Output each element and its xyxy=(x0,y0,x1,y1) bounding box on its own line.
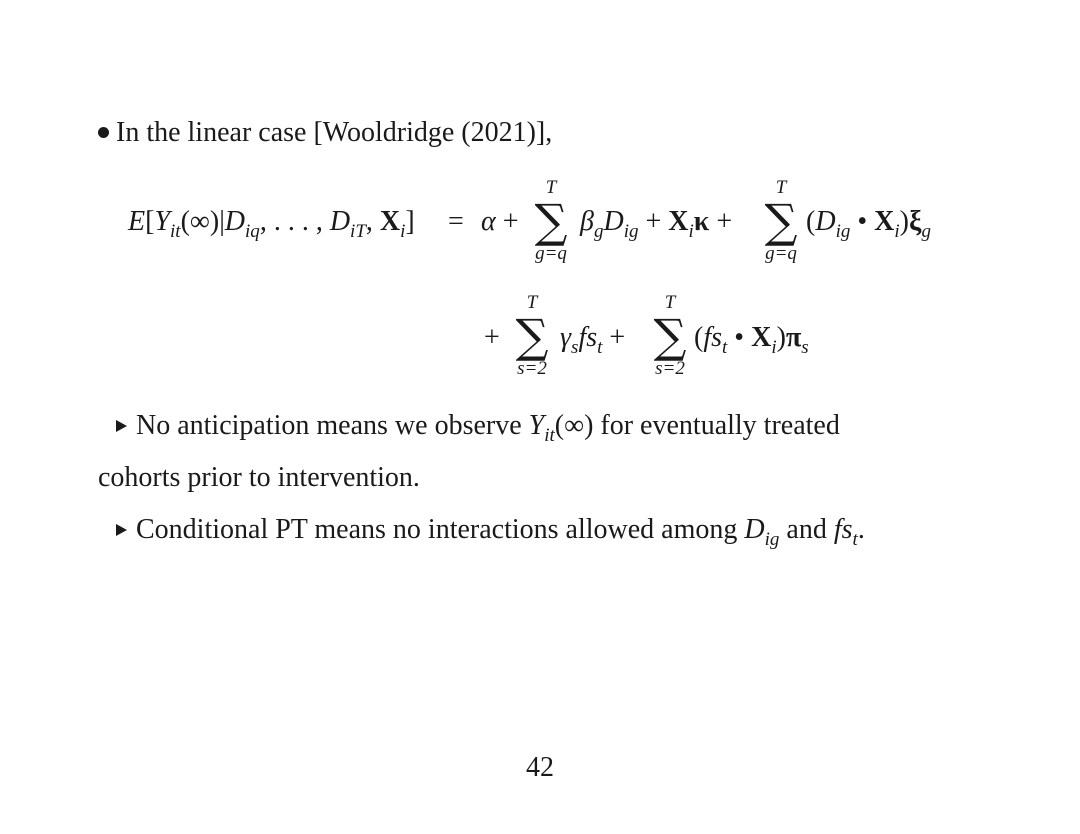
eq-symbol: X xyxy=(668,206,689,237)
eq-symbol: ( xyxy=(694,322,704,353)
sum-operator-4 xyxy=(642,293,698,379)
equation-line1-mid xyxy=(580,205,732,242)
equation-line2-rhs xyxy=(694,321,809,358)
eq-symbol: X xyxy=(379,206,401,237)
eq-subscript: ig xyxy=(764,529,780,550)
point2-text: and xyxy=(779,514,834,545)
eq-symbol: fs xyxy=(578,322,598,353)
eq-symbol: + xyxy=(645,206,662,237)
point1-text: for eventually treated xyxy=(593,410,840,441)
eq-symbol: D xyxy=(603,206,624,237)
eq-symbol: D xyxy=(815,206,836,237)
eq-symbol: + xyxy=(484,322,500,353)
eq-symbol: ) xyxy=(899,206,909,237)
equation-alpha xyxy=(481,205,519,239)
sigma-icon: ∑ xyxy=(534,194,568,248)
point2-text: . xyxy=(857,514,865,545)
sum-lower-limit: s=2 xyxy=(655,358,685,379)
eq-symbol: Y xyxy=(528,410,545,441)
eq-symbol: β xyxy=(580,206,594,237)
intro-line xyxy=(98,116,552,150)
eq-subscript: iT xyxy=(350,221,366,242)
sigma-icon: ∑ xyxy=(515,309,549,363)
eq-symbol: π xyxy=(785,322,802,353)
eq-symbol: , . . . , xyxy=(259,206,330,237)
eq-subscript: t xyxy=(722,337,728,358)
eq-subscript: s xyxy=(801,337,809,358)
eq-symbol: Y xyxy=(154,206,171,237)
eq-subscript: g xyxy=(921,221,931,242)
sum-lower-limit: g=q xyxy=(535,243,567,264)
eq-symbol: D xyxy=(224,206,246,237)
equation-line2-mid xyxy=(560,321,625,358)
point2-text: Conditional PT means no interactions allowed among xyxy=(136,514,745,545)
eq-symbol: fs xyxy=(703,322,723,353)
sum-upper-limit: T xyxy=(664,292,676,313)
eq-subscript: i xyxy=(400,221,406,242)
eq-subscript: it xyxy=(544,425,555,446)
bullet-dot-icon xyxy=(98,127,109,138)
eq-subscript: s xyxy=(571,337,579,358)
eq-symbol: + xyxy=(502,206,519,237)
eq-symbol: D xyxy=(329,206,351,237)
triangle-bullet-icon xyxy=(116,420,127,432)
sum-upper-limit: T xyxy=(526,292,538,313)
eq-symbol: + xyxy=(609,322,626,353)
eq-symbol: X xyxy=(751,322,772,353)
eq-symbol: E xyxy=(128,206,146,237)
eq-symbol: (∞) xyxy=(554,410,594,441)
triangle-bullet-icon xyxy=(116,524,127,536)
eq-symbol: + xyxy=(716,206,733,237)
point1-text: No anticipation means we observe xyxy=(136,410,529,441)
point1-text: cohorts prior to intervention. xyxy=(98,462,420,493)
eq-subscript: ig xyxy=(623,221,639,242)
sum-lower-limit: g=q xyxy=(765,243,797,264)
sum-operator-3 xyxy=(504,293,560,379)
point1-line xyxy=(116,409,840,446)
eq-symbol: (∞)| xyxy=(180,206,225,237)
sigma-icon: ∑ xyxy=(653,309,687,363)
eq-symbol: ) xyxy=(776,322,786,353)
eq-subscript: iq xyxy=(245,221,260,242)
sum-operator-2 xyxy=(753,178,809,264)
eq-symbol: , xyxy=(365,206,380,237)
intro-text: In the linear case [Wooldridge (2021)], xyxy=(116,117,553,148)
sigma-icon: ∑ xyxy=(764,194,798,248)
eq-symbol: = xyxy=(448,206,464,237)
eq-symbol: D xyxy=(744,514,765,545)
eq-subscript: i xyxy=(894,221,900,242)
eq-symbol: fs xyxy=(833,514,853,545)
sum-upper-limit: T xyxy=(775,177,787,198)
eq-subscript: ig xyxy=(835,221,851,242)
sum-lower-limit: s=2 xyxy=(517,358,547,379)
page-number: 42 xyxy=(526,752,554,783)
eq-subscript: i xyxy=(688,221,694,242)
eq-subscript: g xyxy=(593,221,604,242)
eq-symbol: κ xyxy=(693,206,710,237)
eq-symbol: α xyxy=(481,206,496,237)
equation-line1-rhs xyxy=(806,205,931,242)
sum-operator-1 xyxy=(523,178,579,264)
point1-continuation xyxy=(98,461,420,495)
eq-symbol: ( xyxy=(806,206,816,237)
eq-subscript: t xyxy=(852,529,858,550)
eq-symbol: • xyxy=(734,322,745,353)
eq-symbol: • xyxy=(857,206,868,237)
equation-equals xyxy=(448,205,464,239)
eq-symbol: γ xyxy=(560,322,572,353)
eq-symbol: X xyxy=(874,206,895,237)
eq-symbol: ξ xyxy=(909,206,922,237)
equation-line2-plus xyxy=(484,321,500,355)
eq-symbol: [ xyxy=(145,206,155,237)
eq-symbol: ] xyxy=(405,206,415,237)
eq-subscript: i xyxy=(771,337,777,358)
eq-subscript: t xyxy=(597,337,603,358)
equation-line1-lhs xyxy=(128,205,415,242)
point2-line xyxy=(116,513,865,550)
sum-upper-limit: T xyxy=(545,177,557,198)
eq-subscript: it xyxy=(170,221,181,242)
